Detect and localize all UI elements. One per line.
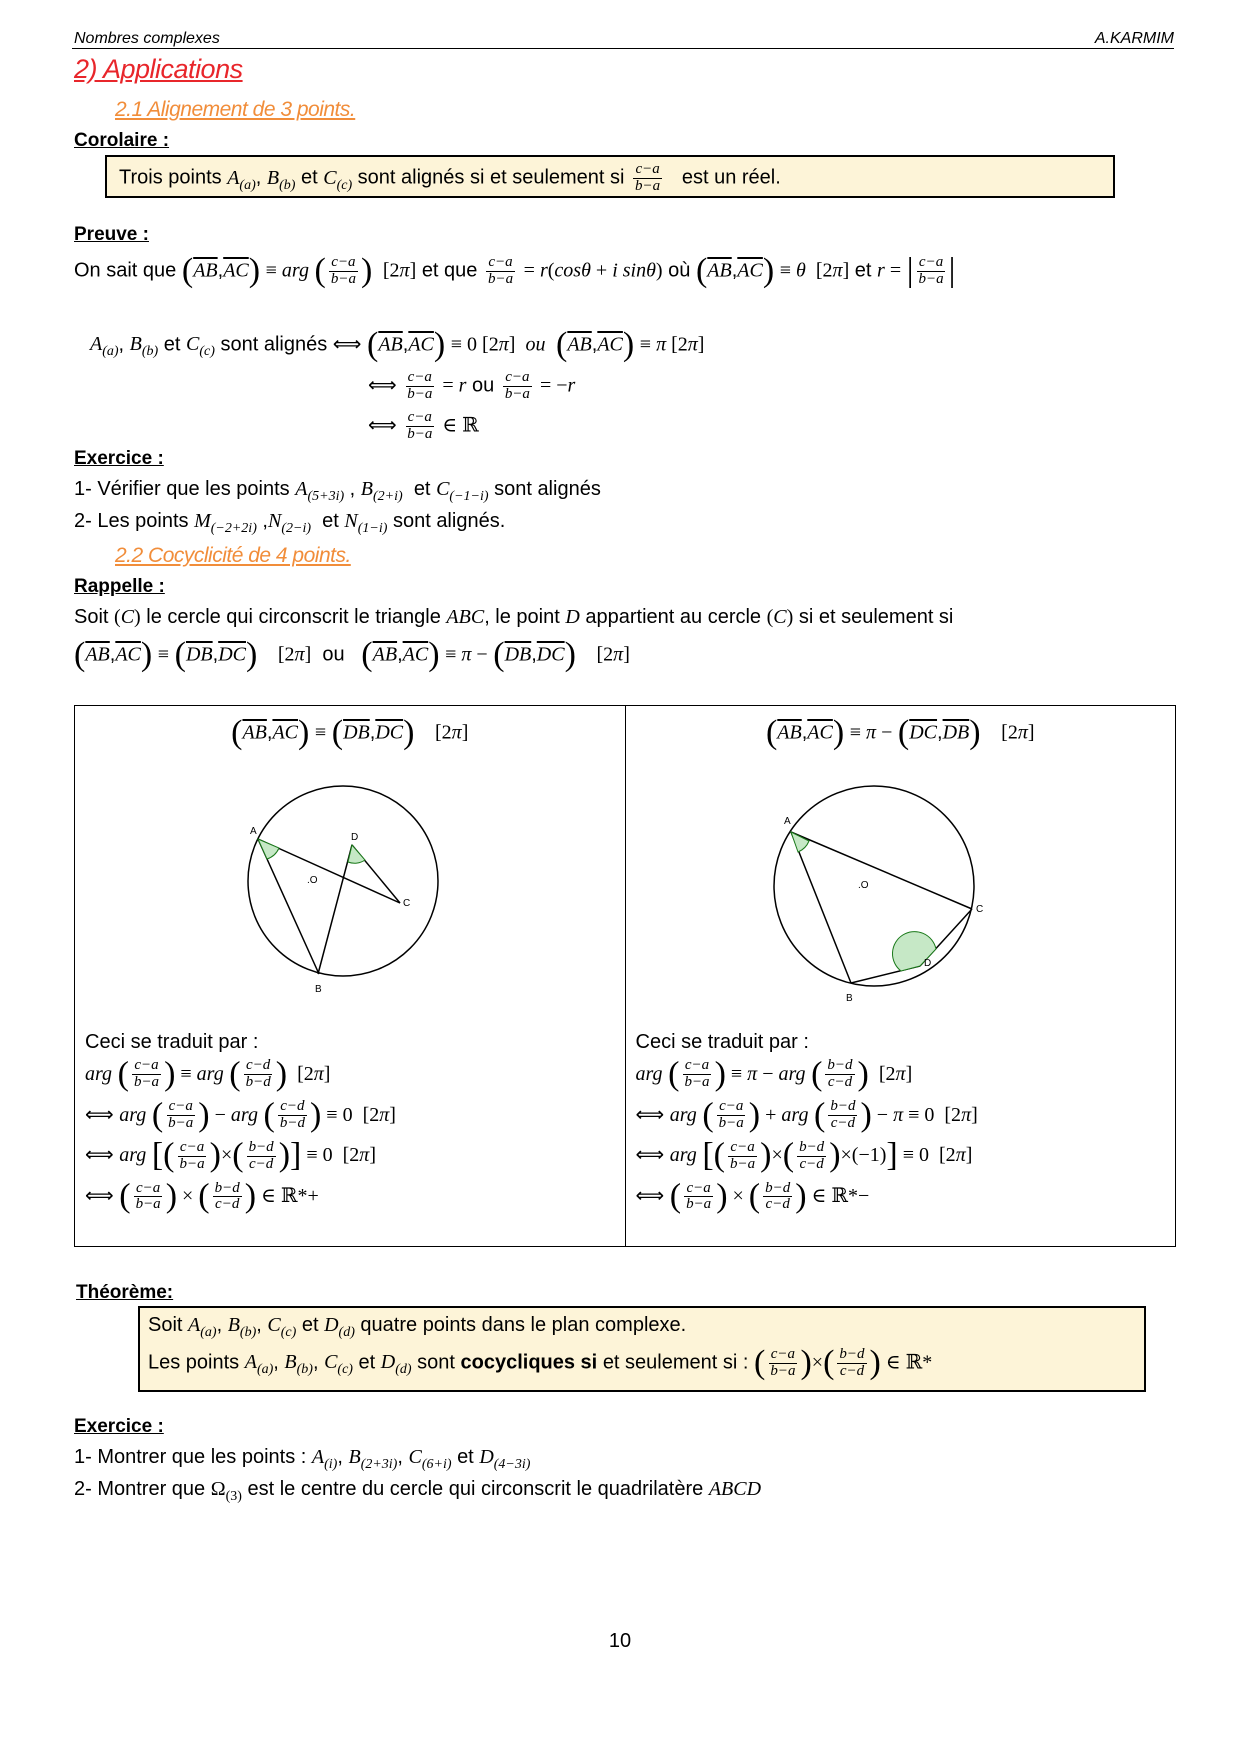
- theoreme-text: Soit: [148, 1314, 183, 1336]
- angle-arc: [791, 832, 809, 852]
- exercice2-label: Exercice :: [74, 1416, 164, 1437]
- exercice-text: sont alignés: [494, 478, 601, 500]
- preuve-label: Preuve :: [74, 224, 149, 245]
- exercice-text: est le centre du cercle qui circonscrit le quadrilatère: [247, 1478, 704, 1500]
- figure-right-derivation: Ceci se traduit par : arg ( $\frac{c-a}{b-a}$ ) ≡ π − arg ( $\frac{b-d}{c-d}$ ) [2π] ⟺ arg ( $\frac{c-a}{b-a}$ ) + arg ( $\frac{b-d}{c-d}$ ) − π ≡ 0 [2π] ⟺ arg [( $\frac{c-a}{b-a}$ )×( $\frac{b-d}{c-d}$ )×(−1)] ≡ 0 [2π] ⟺ ( $\frac{c-a}{b-a}$ ) × ( $\frac{b-d}{c-d}$ ) ∈ ℝ*−: [635, 1031, 978, 1215]
- rappelle-line-1: Soit (C) le cercle qui circonscrit le triangle ABC, le point D appartient au cercle (C) si et seulement si: [74, 606, 954, 628]
- rappelle-text: , le point: [484, 606, 560, 628]
- cocyclicity-figure-table: [74, 705, 1176, 1247]
- center-label-o: .O: [857, 880, 869, 891]
- subsection-title-alignement: 2.1 Alignement de 3 points.: [115, 98, 356, 121]
- section-title: 2) Applications: [74, 54, 243, 84]
- corolaire-text-end: est un réel.: [681, 166, 781, 189]
- preuve-line-2: $A_{(a)}$, $B_{(b)}$ et $C_{(c)}$ sont alignés ⟺ $(\overline{AB},\overline{AC}) \equiv 0$ [2π] ou $(\overline{AB},\overline{AC}) \equiv \pi$ [2π]: [90, 326, 705, 363]
- preuve-text: sont alignés ⟺: [220, 333, 362, 356]
- exercice-text: sont alignés.: [392, 510, 506, 532]
- theoreme-text: et seulement si :: [602, 1351, 749, 1374]
- exercice-text: 2- Les points: [74, 510, 189, 532]
- corolaire-text-mid: sont alignés si et seulement si: [357, 166, 625, 189]
- theoreme-text: sont: [417, 1351, 455, 1374]
- rappelle-text: si et seulement si: [798, 606, 954, 628]
- point-label-d: D: [351, 832, 359, 843]
- point-label-b: B: [845, 993, 853, 1004]
- theoreme-bold-text: cocycliques si: [460, 1351, 598, 1374]
- figure-left-diagram: [215, 766, 475, 1006]
- header-author: A.KARMIM: [1094, 30, 1174, 47]
- header-divider: [72, 48, 1174, 49]
- preuve-text: On sait que: [74, 259, 177, 282]
- point-label-b: B: [315, 984, 322, 995]
- exercice1-q1: 1- Vérifier que les points $A_{(5+3i)}$ , $B_{(2+i)}$ et $C_{(-1-i)}$ sont alignés: [74, 478, 601, 504]
- figure-right-cell: [625, 706, 1176, 1247]
- set-symbol: ℝ*−: [831, 1185, 870, 1208]
- exercice1-label: Exercice :: [74, 448, 164, 469]
- preuve-text: et: [854, 259, 872, 282]
- figure-right-title: $(\overline{AB},\overline{AC}) \equiv \pi - (\overline{DC},\overline{DB})$ [2π]: [765, 714, 1035, 751]
- figure-left-caption: Ceci se traduit par :: [85, 1031, 259, 1053]
- exercice2-q1: 1- Montrer que les points : $A_{(i)}$, $B_{(2+3i)}$, $C_{(6+i)}$ et $D_{(4-3i)}$: [74, 1446, 531, 1472]
- figure-right-caption: Ceci se traduit par :: [635, 1031, 809, 1053]
- exercice-text: et: [457, 1446, 474, 1468]
- figure-left-title: $(\overline{AB},\overline{AC}) \equiv (\overline{DB},\overline{DC})$ [2π]: [231, 714, 469, 751]
- rappelle-text: Soit: [74, 606, 109, 628]
- theoreme-text: quatre points dans le plan complexe.: [360, 1314, 687, 1336]
- rappelle-text: appartient au cercle: [585, 606, 762, 628]
- rappelle-text: le cercle qui circonscrit le triangle: [146, 606, 441, 628]
- rappelle-text: ou: [322, 643, 345, 666]
- exercice-text: 1- Montrer que les points :: [74, 1446, 307, 1468]
- angle-arc: [258, 839, 279, 859]
- corolaire-text-start: Trois points: [119, 166, 222, 189]
- theoreme-text: et: [358, 1351, 376, 1374]
- exercice-text: et: [322, 510, 339, 532]
- point-label-c: C: [975, 904, 983, 915]
- page-number: 10: [608, 1630, 632, 1652]
- circle: [774, 786, 974, 986]
- set-symbol: ℝ*+: [280, 1185, 319, 1208]
- corolaire-box: Trois points $A_{(a)}$, $B_{(b)}$ et $C_{(c)}$ sont alignés si et seulement si $\frac{c-a}{b-a}$ est un réel.: [105, 155, 1115, 198]
- point-label-d: D: [923, 958, 931, 969]
- theoreme-text: et: [301, 1314, 319, 1336]
- header-subject: Nombres complexes: [74, 30, 220, 47]
- preuve-line-3: ⟺ $\frac{c-a}{b-a}$ = r ou $\frac{c-a}{b-a}$ = −r: [368, 369, 576, 402]
- exercice1-q2: 2- Les points $M_{(-2+2i)}$ $,N_{(2-i)}$ et $N_{(1-i)}$ sont alignés.: [74, 510, 506, 536]
- rappelle-line-2: $(\overline{AB},\overline{AC}) \equiv (\overline{DB},\overline{DC})$ [2π] ou $(\overline{AB},\overline{AC}) \equiv \pi - (\overline{DB},\overline{DC})$ [2π]: [74, 636, 630, 673]
- point-label-c: C: [403, 898, 411, 909]
- exercice2-q2: 2- Montrer que $\Omega_{(3)}$ est le centre du cercle qui circonscrit le quadrilatère ABCD: [74, 1478, 762, 1504]
- preuve-line-1: On sait que $(\overline{AB},\overline{AC})$ ≡ arg ( $\frac{c-a}{b-a}$ ) [2π] et que $\frac{c-a}{b-a}$ = r(cosθ + i sinθ) où $(\overline{AB},\overline{AC}) \equiv \theta$ [2π] et r = | $\frac{c-a}{b-a}$ |: [74, 252, 956, 289]
- point-label-a: A: [783, 816, 791, 827]
- corolaire-label: Corolaire :: [74, 130, 170, 151]
- theoreme-box: Soit $A_{(a)}$, $B_{(b)}$, $C_{(c)}$ et $D_{(d)}$ quatre points dans le plan complexe. Les points $A_{(a)}$, $B_{(b)}$, $C_{(c)}$ et $D_{(d)}$ sont cocycliques si et seulement si : ( $\frac{c-a}{b-a}$ )×( $\frac{b-d}{c-d}$ ) ∈ ℝ*: [138, 1306, 1146, 1392]
- rappelle-label: Rappelle :: [74, 576, 165, 597]
- figure-left-derivation: Ceci se traduit par : arg ( $\frac{c-a}{b-a}$ ) ≡ arg ( $\frac{c-d}{b-d}$ ) [2π] ⟺ arg ( $\frac{c-a}{b-a}$ ) − arg ( $\frac{c-d}{b-d}$ ) ≡ 0 [2π] ⟺ arg [( $\frac{c-a}{b-a}$ )×( $\frac{b-d}{c-d}$ )] ≡ 0 [2π] ⟺ ( $\frac{c-a}{b-a}$ ) × ( $\frac{b-d}{c-d}$ ) ∈ ℝ*+: [85, 1031, 396, 1215]
- preuve-text: où: [668, 259, 691, 282]
- exercice-text: 1- Vérifier que les points: [74, 478, 290, 500]
- point-label-a: A: [250, 826, 257, 837]
- exercice-text: 2- Montrer que: [74, 1478, 206, 1500]
- preuve-text: et que: [421, 259, 478, 282]
- figure-left-cell: [75, 706, 626, 1247]
- preuve-line-4: ⟺ $\frac{c-a}{b-a}$ ∈ ℝ: [368, 409, 479, 442]
- figure-right-diagram: [746, 766, 1006, 1016]
- exercice-text: et: [413, 478, 431, 500]
- preuve-text: ou: [472, 374, 495, 397]
- center-label-o: .O: [307, 875, 318, 886]
- subsection-title-cocyclicite: 2.2 Cocyclicité de 4 points.: [115, 544, 351, 567]
- theoreme-label: Théorème:: [76, 1282, 174, 1303]
- theoreme-text: Les points: [148, 1351, 240, 1374]
